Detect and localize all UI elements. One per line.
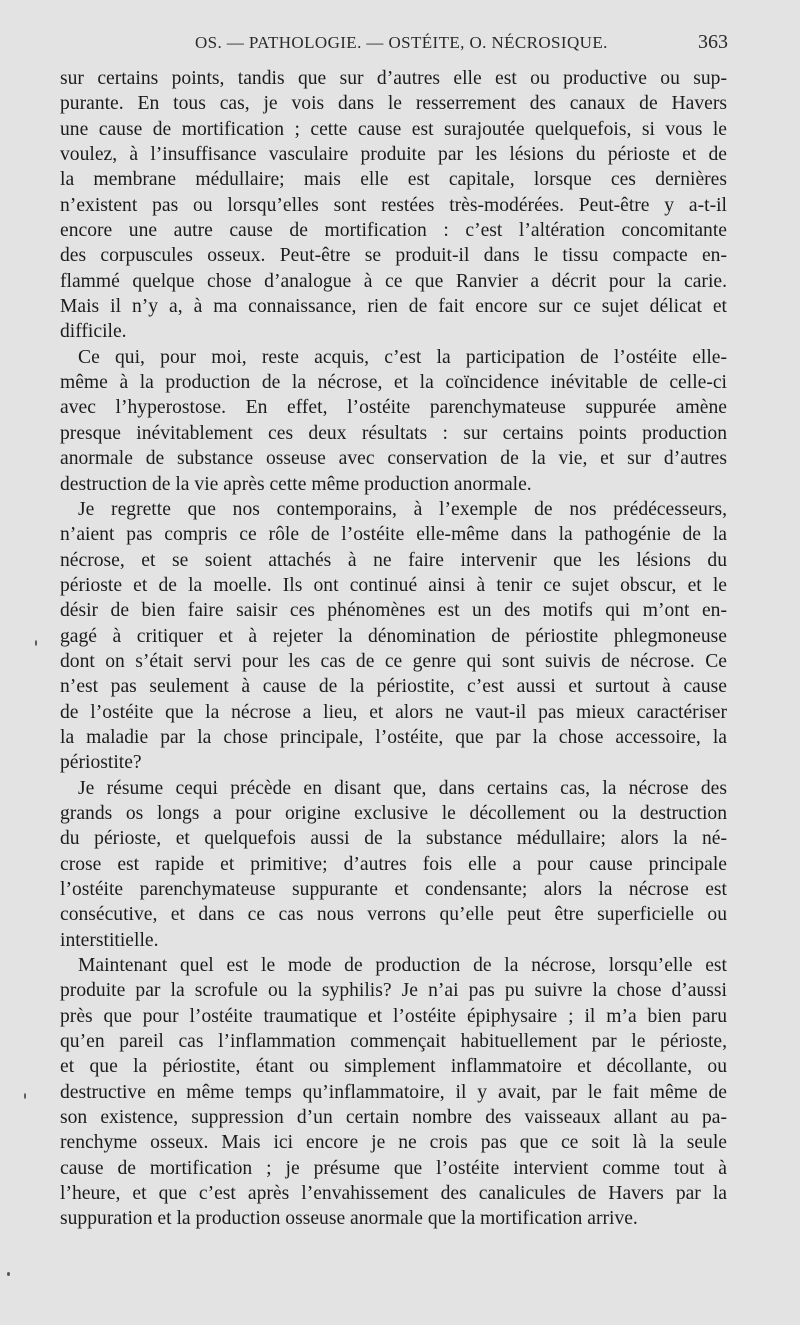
text-line: qu’en pareil cas l’inflammation commençait habituellement par le périoste, xyxy=(60,1031,727,1053)
ink-speck xyxy=(7,1272,10,1276)
text-line: Maintenant quel est le mode de production de la nécrose, lorsqu’elle est xyxy=(78,955,727,977)
text-line: avec l’hyperostose. En effet, l’ostéite parenchymateuse suppurée amène xyxy=(60,397,727,419)
text-line: destructive en même temps qu’inflammatoire, il y avait, par le fait même de xyxy=(60,1081,727,1103)
text-line: anormale de substance osseuse avec conservation de la vie, et sur d’autres xyxy=(60,448,727,470)
paragraph xyxy=(60,953,727,1232)
ink-speck xyxy=(24,1093,26,1099)
text-line: produite par la scrofule ou la syphilis? Je n’ai pas pu suivre la chose d’aussi xyxy=(60,980,727,1002)
running-head: OS. — PATHOLOGIE. — OSTÉITE, O. NÉCROSIQUE. xyxy=(195,33,608,52)
text-line: n’est pas seulement à cause de la périostite, c’est aussi et surtout à cause xyxy=(60,676,727,698)
text-line: la maladie par la chose principale, l’ostéite, que par la chose accessoire, la xyxy=(60,726,727,748)
text-line: l’ostéite parenchymateuse suppurante et condensante; alors la nécrose est xyxy=(60,879,727,900)
text-line: cause de mortification ; je présume que l’ostéite intervient comme tout à xyxy=(60,1157,727,1179)
text-line: crose est rapide et primitive; d’autres fois elle a pour cause principale xyxy=(60,853,727,875)
text-line: Mais il n’y a, à ma connaissance, rien de fait encore sur ce sujet délicat et xyxy=(60,296,727,318)
text-line: de l’ostéite que la nécrose a lieu, et alors ne vaut-il pas mieux caractériser xyxy=(60,701,727,723)
page-header xyxy=(60,33,730,59)
text-line: renchyme osseux. Mais ici encore je ne crois pas que ce soit là la seule xyxy=(60,1132,727,1154)
text-line: même à la production de la nécrose, et la coïncidence inévitable de celle-ci xyxy=(60,372,727,394)
text-line: son existence, suppression d’un certain nombre des vaisseaux allant au pa- xyxy=(60,1107,727,1129)
text-line: purante. En tous cas, je vois dans le resserrement des canaux de Havers xyxy=(60,93,727,115)
text-line: périostite? xyxy=(60,752,142,774)
text-line: n’aient pas compris ce rôle de l’ostéite elle-même dans la pathogénie de la xyxy=(60,524,727,546)
text-line: et que la périostite, étant ou simplement inflammatoire et décollante, ou xyxy=(60,1056,727,1078)
text-line: suppuration et la production osseuse anormale que la mortification arrive. xyxy=(60,1208,638,1230)
text-line: consécutive, et dans ce cas nous verrons qu’elle peut être superficielle ou xyxy=(60,904,727,926)
paragraph xyxy=(60,497,727,776)
paragraph xyxy=(60,345,727,497)
text-line: Je résume cequi précède en disant que, dans certains cas, la nécrose des xyxy=(78,777,727,799)
text-line: sur certains points, tandis que sur d’autres elle est ou productive ou sup- xyxy=(60,68,727,89)
text-line: près que pour l’ostéite traumatique et l’ostéite épiphysaire ; il m’a bien paru xyxy=(60,1005,727,1027)
text-line: Je regrette que nos contemporains, à l’exemple de nos prédécesseurs, xyxy=(78,498,727,520)
text-line: l’heure, et que c’est après l’envahissement des canalicules de Havers par la xyxy=(60,1183,727,1205)
text-line: du périoste, et quelquefois aussi de la substance médullaire; alors la né- xyxy=(60,828,727,850)
text-line: nécrose, et se soient attachés à ne faire intervenir que les lésions du xyxy=(60,549,727,571)
text-line: interstitielle. xyxy=(60,929,159,951)
text-line: encore une autre cause de mortification : c’est l’altération concomitante xyxy=(60,220,727,242)
text-line: presque inévitablement ces deux résultats : sur certains points production xyxy=(60,422,727,444)
page-number: 363 xyxy=(698,31,728,53)
text-line: n’existent pas ou lorsqu’elles sont restées très-modérées. Peut-être y a-t-il xyxy=(60,194,727,216)
text-line: une cause de mortification ; cette cause est surajoutée quelquefois, si vous le xyxy=(60,118,727,140)
text-line: périoste et de la moelle. Ils ont continué ainsi à tenir ce sujet obscur, et le xyxy=(60,574,727,596)
text-line: grands os longs a pour origine exclusive le décollement ou la destruction xyxy=(60,802,727,824)
text-line: dont on s’était servi pour les cas de ce genre qui sont suivis de nécrose. Ce xyxy=(60,650,727,672)
text-line: gagé à critiquer et à rejeter la dénomination de périostite phlegmoneuse xyxy=(60,625,727,647)
paragraph xyxy=(60,66,727,345)
text-line: voulez, à l’insuffisance vasculaire produite par les lésions du périoste et de xyxy=(60,144,727,166)
paragraph xyxy=(60,776,727,953)
text-line: difficile. xyxy=(60,321,127,343)
text-line: désir de bien faire saisir ces phénomènes est un des motifs qui m’ont en- xyxy=(60,600,727,622)
text-line: des corpuscules osseux. Peut-être se produit-il dans le tissu compacte en- xyxy=(60,245,727,267)
text-line: destruction de la vie après cette même production anormale. xyxy=(60,473,532,495)
body-text xyxy=(60,66,727,1232)
text-line: la membrane médullaire; mais elle est capitale, lorsque ces dernières xyxy=(60,169,727,191)
ink-speck xyxy=(35,640,37,646)
text-line: Ce qui, pour moi, reste acquis, c’est la participation de l’ostéite elle- xyxy=(78,346,727,368)
text-line: flammé quelque chose d’analogue à ce que Ranvier a décrit pour la carie. xyxy=(60,270,727,292)
